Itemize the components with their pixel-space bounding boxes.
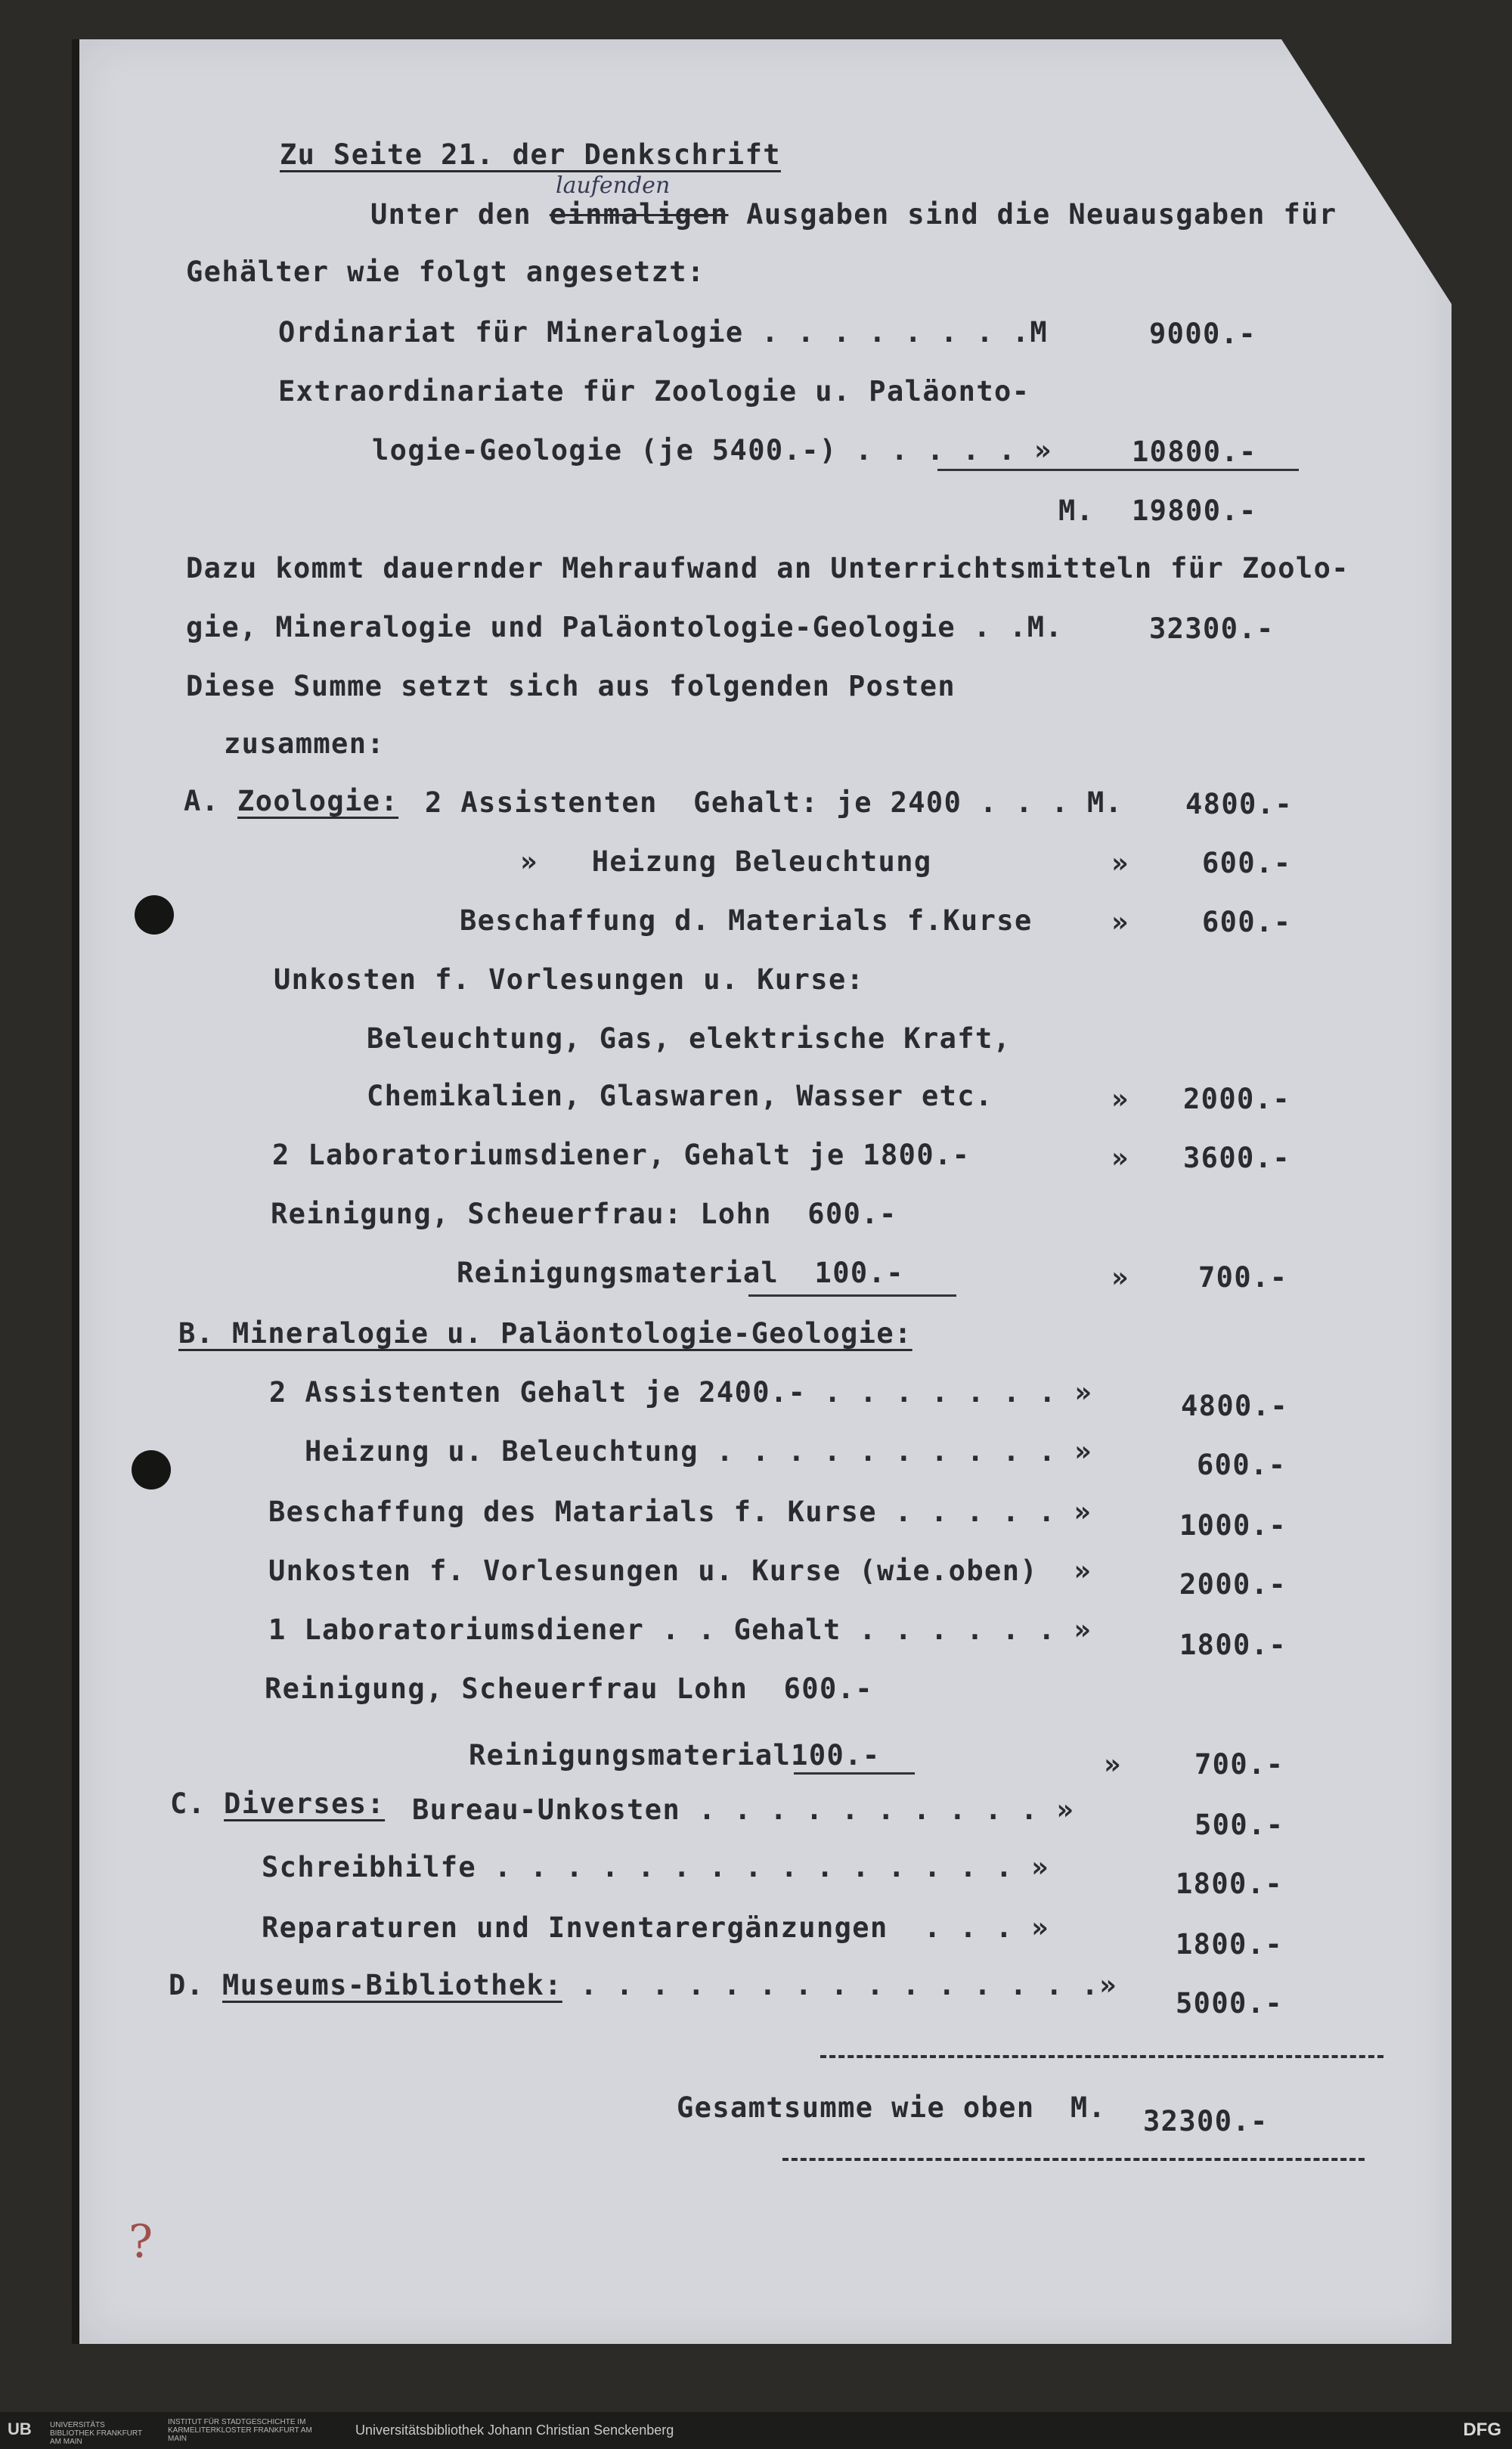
archive-footer	[0, 2412, 1512, 2449]
section-a-item: » Heizung Beleuchtung	[520, 845, 932, 878]
section-c-amount: 500.-	[1194, 1809, 1284, 1841]
section-b-item: Beschaffung des Matarials f. Kurse . . . . . »	[268, 1496, 1092, 1528]
extra-line-1: Dazu kommt dauernder Mehraufwand an Unterrichtsmitteln für Zoolo-	[186, 552, 1349, 584]
section-a-amount: 3600.-	[1183, 1142, 1291, 1174]
section-b-item: Unkosten f. Vorlesungen u. Kurse (wie.oben) »	[268, 1555, 1092, 1587]
section-a-item: 2 Laboratoriumsdiener, Gehalt je 1800.-	[272, 1139, 971, 1171]
salary-amount-1: 9000.-	[1149, 318, 1257, 350]
section-b-marker: »	[1104, 1748, 1122, 1781]
section-a-subtotal-rule	[748, 1294, 956, 1297]
section-d-amount: 5000.-	[1176, 1987, 1284, 2020]
section-a-item: Chemikalien, Glaswaren, Wasser etc.	[367, 1080, 993, 1112]
salary-total: 19800.-	[1132, 494, 1257, 527]
section-b-subtotal-rule	[794, 1772, 915, 1775]
section-a-marker: »	[1111, 847, 1129, 879]
library-name: Universitätsbibliothek Johann Christian Senckenberg	[355, 2423, 674, 2438]
section-c-label: C. Diverses:	[170, 1787, 386, 1820]
ub-text: UNIVERSITÄTS BIBLIOTHEK FRANKFURT AM MAIN	[50, 2421, 142, 2446]
punch-hole-bottom	[132, 1450, 171, 1490]
section-a-amount: 2000.-	[1183, 1083, 1291, 1115]
handwritten-correction: laufenden	[556, 172, 671, 199]
grand-total-amount: 32300.-	[1143, 2105, 1269, 2137]
section-b-label: B. Mineralogie u. Paläontologie-Geologie:	[178, 1317, 912, 1350]
section-a-item: Reinigung, Scheuerfrau: Lohn 600.-	[271, 1198, 897, 1230]
section-b-item: 1 Laboratoriumsdiener . . Gehalt . . . . . . »	[268, 1614, 1092, 1646]
section-a-marker: »	[1111, 1142, 1129, 1174]
salary-line-2: Extraordinariate für Zoologie u. Paläonto-	[278, 375, 1030, 408]
section-a-marker: »	[1111, 1083, 1129, 1115]
section-b-amount: 2000.-	[1179, 1568, 1287, 1601]
section-b-item: Reinigungsmaterial100.-	[469, 1739, 881, 1772]
punch-hole-top	[135, 895, 174, 935]
grand-total-label: Gesamtsumme wie oben M.	[677, 2091, 1107, 2124]
section-c-item: Schreibhilfe . . . . . . . . . . . . . . . »	[262, 1851, 1049, 1883]
section-a-item: Beleuchtung, Gas, elektrische Kraft,	[367, 1022, 1012, 1055]
section-a-marker: »	[1111, 1261, 1129, 1294]
extra-amount: 32300.-	[1149, 612, 1275, 645]
section-a-marker: »	[1111, 906, 1129, 938]
intro-line-2: Gehälter wie folgt angesetzt:	[186, 256, 705, 288]
section-b-amount: 1800.-	[1179, 1629, 1287, 1661]
section-b-item: 2 Assistenten Gehalt je 2400.- . . . . . . . »	[269, 1376, 1093, 1409]
salary-line-3: logie-Geologie (je 5400.-) . . . . . »	[372, 434, 1052, 467]
isg-text: INSTITUT FÜR STADTGESCHICHTE IM KARMELITERKLOSTER FRANKFURT AM MAIN	[168, 2418, 312, 2443]
pencil-mark: ?	[129, 2215, 153, 2268]
salary-sum-rule	[937, 469, 1299, 471]
extra-line-2: gie, Mineralogie und Paläontologie-Geologie . .M.	[186, 611, 1064, 643]
section-a-label: A. Zoologie:	[184, 785, 399, 817]
section-b-amount: 4800.-	[1181, 1390, 1289, 1422]
section-b-amount: 1000.-	[1179, 1509, 1287, 1542]
section-a-amount: 600.-	[1202, 847, 1292, 879]
section-c-item: Bureau-Unkosten . . . . . . . . . . »	[412, 1793, 1075, 1826]
section-a-item: Unkosten f. Vorlesungen u. Kurse:	[274, 963, 865, 996]
dfg-logo: DFG	[1463, 2420, 1501, 2440]
section-a-amount: 600.-	[1202, 906, 1292, 938]
section-a-item: 2 Assistenten Gehalt: je 2400 . . . M.	[425, 786, 1123, 819]
page-heading: Zu Seite 21. der Denkschrift	[280, 138, 781, 171]
section-c-item: Reparaturen und Inventarergänzungen . . . »	[262, 1911, 1049, 1944]
section-a-amount: 4800.-	[1185, 788, 1294, 820]
salary-total-label: M.	[1058, 494, 1095, 527]
section-c-amount: 1800.-	[1176, 1868, 1284, 1900]
section-b-item: Heizung u. Beleuchtung . . . . . . . . . . »	[305, 1435, 1092, 1468]
salary-line-1: Ordinariat für Mineralogie . . . . . . . .M	[278, 316, 1049, 349]
section-a-item: Reinigungsmaterial 100.-	[457, 1257, 904, 1289]
extra-line-4: zusammen:	[224, 727, 386, 760]
section-b-item: Reinigung, Scheuerfrau Lohn 600.-	[265, 1672, 873, 1705]
section-a-amount: 700.-	[1198, 1261, 1288, 1294]
section-c-amount: 1800.-	[1176, 1928, 1284, 1961]
section-a-item: Beschaffung d. Materials f.Kurse	[460, 904, 1033, 937]
struck-word: einmaligen	[549, 198, 729, 231]
ub-logo: UB	[8, 2420, 32, 2438]
section-d-label: D. Museums-Bibliothek: . . . . . . . . . . . . . . .»	[169, 1969, 1117, 2001]
total-rule-bottom	[782, 2158, 1365, 2161]
section-b-amount: 700.-	[1194, 1748, 1284, 1781]
total-rule-top	[820, 2055, 1383, 2058]
extra-line-3: Diese Summe setzt sich aus folgenden Posten	[186, 670, 956, 702]
intro-line-1: Unter den einmaligen Ausgaben sind die Neuausgaben für	[370, 198, 1337, 231]
section-b-amount: 600.-	[1197, 1449, 1287, 1481]
salary-amount-3: 10800.-	[1132, 436, 1257, 468]
